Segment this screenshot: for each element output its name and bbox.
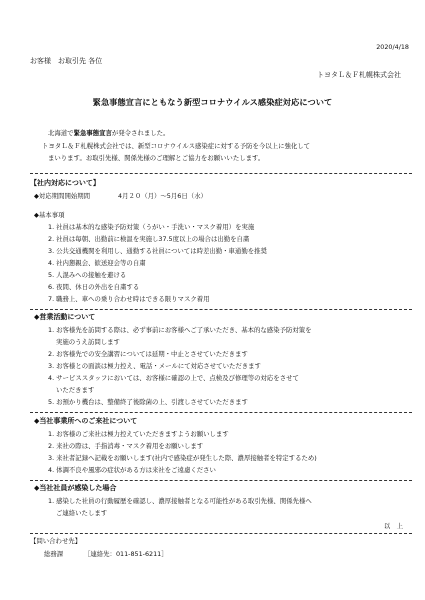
section-divider [30,309,412,310]
intro-text: 北海道で [48,129,74,137]
list-item: 5. 人混みへの接触を避ける [48,271,127,279]
document-title: 緊急事態宣言にともなう新型コロナウイルス感染症対応について [92,97,333,107]
section-divider [30,412,412,413]
list-item: 2. 社員は毎朝、出勤前に検温を実施し37.5度以上の場合は出勤を自粛 [48,235,250,243]
list-number: 2. [48,350,55,358]
list-item [48,375,299,381]
section-heading-internal: 【社内対応について】 [30,179,100,187]
section-divider [30,173,412,174]
intro-text: が発令されました。 [111,129,170,137]
list-number: 1. [48,326,55,334]
list-item: 2. 来社の際は、手指消毒・マスク着用をお願いします [48,442,204,450]
period-value: 4月２０（月）～5月6日（水） [118,192,207,200]
closing-mark: 以 上 [383,522,403,530]
contact-heading: 【問い合わせ先】 [30,537,82,545]
list-item: 4. 体調不良や風邪の症状がある方は来社をご遠慮ください [48,466,216,474]
list-text: 感染した社員の行動履歴を確認し、濃厚接触者となる可能性がある取引先様、関係先様へ [56,497,312,505]
intro-emphasis: 緊急事態宣言 [73,129,112,137]
intro-line-2: トヨタＬ＆Ｆ札幌株式会社では、新型コロナウイルス感染症に対する予防を今以上に強化して [42,142,311,150]
list-item [48,351,248,357]
list-item: 7. 職務上、車への乗り合わせ時はできる限りマスク着用 [48,295,210,303]
list-item-continued: 実施のうえ訪問します [56,338,120,346]
list-item [48,327,312,333]
list-number: 5. [48,398,55,406]
list-number: 3. [48,362,55,370]
basic-heading: ◆基本事項 [34,211,65,219]
list-text: お預かり機台は、整備終了後除菌の上、引渡しさせていただきます [56,398,248,406]
contact-department: 総務課 [44,550,64,558]
list-text: お客様との面談は極力控え、電話・メールにて対応させていただきます [56,362,261,370]
intro-line-1 [48,130,169,136]
list-item [48,363,261,369]
list-item-continued: いただきます [56,386,95,394]
list-text: お客様先での安全講習については延期・中止とさせていただきます [56,350,248,358]
intro-line-3: まいります。お取引先様、関係先様のご理解とご協力をお願いいたします。 [48,154,265,162]
period-label: ◆対応期間開始期間 [34,192,91,200]
section-heading-infected: ◆当社社員が感染した場合 [34,484,117,492]
list-item [48,399,248,405]
list-item: 6. 夜間、休日の外出を自粛する [48,283,140,291]
list-text: サービススタッフにおいては、お客様に確認の上で、点検及び修理等の対応をさせて [56,374,299,382]
list-item: 3. 公共交通機関を利用し、通勤する社員については時差出勤・車通勤を推奨 [48,247,267,255]
list-item: 4. 社内懇親会、歓送迎会等の自粛 [48,259,146,267]
list-item-continued: ご連絡いたします [56,509,108,517]
list-number: 4. [48,374,55,382]
section-heading-visitors: ◆当社事業所へのご来社について [34,417,138,425]
list-item [48,498,312,504]
list-item: 3. 来社者記録へ記載をお願いします(社内で感染症が発生した際、濃厚接触者を特定するため) [48,454,317,462]
section-divider [30,533,412,534]
list-item: 1. お客様のご来社は極力控えていただきますようお願いします [48,430,229,438]
sender-company: トヨタＬ＆Ｆ札幌株式会社 [317,71,401,79]
recipients: お客様 お取引先 各位 [30,57,103,65]
section-heading-sales: ◆営業活動について [34,313,96,321]
list-text: お客様先を訪問する際は、必ず事前にお客様へご了承いただき、基本的な感染予防対策を [56,326,312,334]
contact-phone: ［連絡先：011-851-6211］ [84,550,168,558]
list-number: 1. [48,497,55,505]
section-divider [30,480,412,481]
document-date: 2020/4/18 [376,43,409,51]
list-item: 1. 社員は基本的な感染予防対策（うがい・手洗い・マスク着用）を実施 [48,223,255,231]
